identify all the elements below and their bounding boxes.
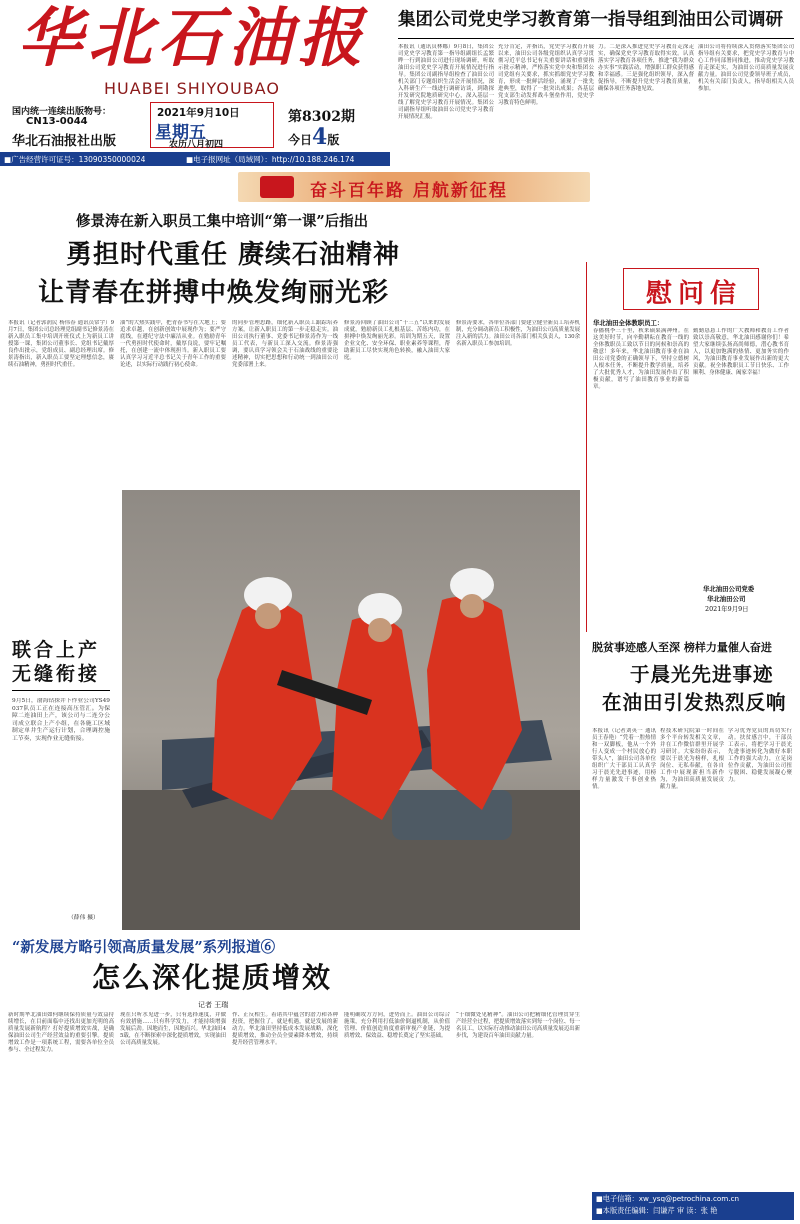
advanced-story-kicker: 脱贫事迹感人至深 榜样力量催人奋进	[592, 641, 772, 654]
main-story	[8, 210, 580, 490]
page-count-suffix: 版	[327, 133, 340, 147]
main-story-kicker: 修景涛在新入职员工集中培训“第一课”后指出	[76, 213, 369, 230]
page-count	[288, 124, 339, 150]
masthead-title: 华北石油报	[18, 1, 368, 76]
sidebar-story-body: 9月5日，渤海钻探井下作业公司YS49037队员工正在连接高压管汇。为保障二连油田上产，该公司与二连分公司成立联合上产小组，在各施工区域制定单井生产运行计划，合理调控施工节奏，实现作业无缝衔接。	[12, 698, 110, 742]
intranet-url: ■电子报网址（局域网）：http://10.188.246.174	[186, 155, 355, 164]
ad-license: ■广告经营许可证号：13090350000024	[4, 155, 146, 164]
consolation-title: 慰问信	[646, 279, 743, 309]
series-story-col3: 作、正反相生。着诸其中蕴含的潜力和各种投资，把握住了，就是机遇，就是发展的新动力。华北油田坚持低成本发展战略，深化提质增效，推动全员全要素降本增效，持续提升经营管理水平。	[232, 1012, 338, 1046]
banner	[238, 172, 590, 202]
masthead-pinyin: HUABEI SHIYOUBAO	[104, 79, 280, 98]
sidebar-story-headline[interactable]: 联合上产 无缝衔接	[12, 639, 101, 685]
issn-label: 国内统一连续出版物号：	[12, 107, 112, 117]
series-story-kicker: “新发展方略引领高质量发展”系列报道⑥	[12, 939, 276, 956]
main-story-col3: 的同步管理思路，细化新入职员工跟踪培养方案，让新入职员工的第一步走稳走实。油田公司执行董事、党委书记修景涛作为一线员工代表，与新员工深入交流。修景涛强调，要认真学习领会关于石油战线的重要论述精神，切实把思想和行动统一到油田公司党委部署上来。	[232, 320, 338, 368]
lead-story	[398, 8, 794, 168]
sidebar-story-credit: （薛伟 摄）	[68, 915, 99, 921]
consolation-col1: 春播桃李三千里，秋来硕果满神州。在这美好时节，向辛勤耕耘在教育一线的全体教职员工致以节日的问候和崇高的敬意！多年来，华北油田教育事业在油田公司党委的正确领导下，坚持立德树人根本任务，不断提升教学质量，培养了大批优秀人才，为油田发展作出了积极贡献，谱写了油田教育事业的新篇章。	[593, 328, 689, 390]
lead-story-col2: 充分肯定，并指出，党史学习教育开展以来，油田公司各级党组织认真学习贯彻习近平总书记有关重要讲话和重要指示批示精神，严格落实党中央和集团公司党组有关要求，抓实抓细党史学习教育，形成一批鲜活经验，涌现了一批先进典型，取得了一批突出成果；各基层党支部生动发挥战斗堡垒作用，党史学习教育特色鲜明。	[498, 44, 594, 106]
date-box	[150, 102, 274, 148]
main-story-col5: 修景涛要求，各单位各部门要建立健全新员工培养机制，充分调动新员工积极性，为油田公司高质量发展注入新的活力。油田公司各部门相关负责人，130余名新入职员工参加培训。	[456, 320, 580, 347]
advanced-story-headline-2[interactable]: 在油田引发热烈反响	[602, 691, 787, 714]
lead-story-col3: 力。二是深入推进党史学习教育走深走实，确保党史学习教育取得实效。认真落实学习教育各项任务，推进“我为群众办实事”实践活动，增强职工群众获得感和幸福感。三是强化组织领导，深入督促指导，不断提升党史学习教育质量，确保各项任务落地见效。	[598, 44, 694, 92]
lead-story-rule	[398, 38, 794, 39]
lead-story-headline[interactable]: 集团公司党史学习教育第一指导组到油田公司调研	[398, 10, 783, 30]
lunar-date: 农历八月初四	[169, 140, 224, 150]
weekday: 星期五	[155, 123, 206, 143]
oil-workers-photo	[122, 490, 580, 930]
series-story-col4: 能明确攻方方向，进势而上。油田公司综合施策，充分利用打低油价倒逼机制，从价值管理、价值创造角度重新审视产业链，为提质增效、保效益、稳增长奠定了坚实基础。	[344, 1012, 450, 1039]
page-count-number: 4	[312, 124, 328, 150]
main-story-headline-1[interactable]: 勇担时代重任 赓续石油精神	[66, 240, 401, 270]
publisher: 华北石油报社出版	[12, 134, 117, 149]
series-story	[8, 938, 580, 1214]
advanced-story-col1: 本报讯（记者刘英一 通讯员王春艳）“凭着一腔热情和一双脚板，他从一个外行人变成一个村民放心的带头人”，油田公司各单位组织广大干部员工认真学习于晨光先进事迹，用榜样力量激发干事创业热情。	[592, 728, 656, 790]
footer-editor: ■本版责任编辑：闫谦芹 审 读：张 艳	[596, 1206, 718, 1215]
consolation-salutation: 华北油田全体教职员工：	[593, 319, 664, 327]
series-story-col5: “于细微处见精神”。油田公司把精细化管理贯穿生产经营全过程，把提质增效落实到每一个岗位、每一名员工，以实际行动推动油田公司高质量发展迈出新步伐，为建设百年油田贡献力量。	[456, 1012, 580, 1039]
consolation-col2: 勤勤恳恳工作的广大教师和教育工作者致以崇高敬意，华北油田感谢你们！希望大家继续弘扬高尚师德，潜心教书育人，以更加饱满的热情、更加务实的作风，为油田教育事业发展作出新的更大贡献。祝全体教职员工节日快乐、工作顺利、身体健康、阖家幸福！	[693, 328, 789, 376]
main-story-col4: 修景涛回顾了油田公司“十三五”以来的发展成就，勉励新员工扎根基层、苦练内功，在拼搏中焕发绚丽光彩。培训为期五天，设置企业文化、安全环保、职业素养等课程，帮助新员工尽快实现角色转换，融入油田大家庭。	[344, 320, 450, 361]
consolation-date: 2021年9月9日	[705, 605, 749, 613]
main-story-col2: 油”的大热实践中，把青春书写在大地上；要追求卓越，在创新创效中展现作为；要严守底线，在遵纪守法中廉洁从业。在勉励青年一代勇担时代使命时，戴厚良说，要牢记嘱托，在创建一流中体现担当。新入职员工要认真学习习近平总书记关于青年工作的重要论述，以实际行动践行初心使命。	[120, 320, 226, 368]
advanced-story-col3: 学习优秀党员的真切实行动。扶贫感言中，干部员工表示，将把学习于晨光先进事迹转化为做好本职工作的强大动力，立足岗位作贡献，为油田公司扭亏脱困、稳健发展凝心聚力。	[728, 728, 792, 783]
party-emblem-icon	[260, 176, 294, 198]
advanced-story-col2: 程技术研究院第一时间在多个平台转发相关文章，并在工作微信群里开展学习研讨。大家纷纷表示，要以于晨光为榜样，扎根岗位、无私奉献，在各自工作中展现新担当新作为，为油田高质量发展贡献力量。	[660, 728, 724, 790]
banner-text: 奋斗百年路 启航新征程	[310, 181, 508, 201]
series-story-col2: 现在只听水见进一步，只有选择速度，并做有效措施……只有科学发力，才能持续增强发展后劲。因地而生，因地而兴。华北油田45载，在不断探索中深化提质增效，实现油田公司高质量发展。	[120, 1012, 226, 1046]
page-count-prefix: 今日	[288, 133, 313, 147]
series-story-byline: 记者 王瑞	[198, 1001, 229, 1009]
hero-photo[interactable]	[122, 490, 580, 930]
consolation-signer-2: 华北油田公司	[707, 595, 746, 603]
main-story-headline-2[interactable]: 让青春在拼搏中焕发绚丽光彩	[38, 278, 390, 308]
issue-date: 2021年9月10日	[157, 107, 240, 119]
series-story-col1: 新时期华北油田如何继续保持质量与效益持续增长，在目前面临中还找出更加光明的高质量发展新航程？打好提质增效实战，是确保油田公司生产经营效益的重要引擎。提质增效工作是一项系统工程，需要各单位全员参与、全过程发力。	[8, 1012, 114, 1053]
masthead-info-bar	[0, 152, 390, 166]
page-footer	[592, 1192, 794, 1220]
consolation-letter	[586, 262, 794, 632]
advanced-story-headline-1[interactable]: 于晨光先进事迹	[630, 663, 774, 686]
advanced-story	[586, 640, 794, 1200]
issn-number: CN13-0044	[26, 116, 88, 127]
series-story-headline[interactable]: 怎么深化提质增效	[92, 961, 333, 994]
issue-number: 第8302期	[288, 109, 355, 125]
consolation-signer-1: 华北油田公司党委	[703, 585, 755, 593]
lead-story-col4: 油田公司将持续深入贯彻落实集团公司指导组有关要求，把党史学习教育与中心工作同部署同推进，推动党史学习教育走深走实，为油田公司高质量发展贡献力量。油田公司党委领导班子成员，机关有关部门负责人，指导组相关人员参加。	[698, 44, 794, 92]
consolation-title-box	[623, 268, 759, 310]
lead-story-col1: 本报讯（通讯员林娜）9月8日，集团公司党史学习教育第一指导组副组长孟繁晔一行到油田公司进行现场调研，听取油田公司党史学习教育开展情况进行指导。集团公司副指导组检查了油田公司机关部门专题组织生活会开展情况，深入科研生产一线进行调研访谈，到勘探开发研究院地质研究中心，深入基层一线了解党史学习教育开展情况。集团公司副指导组听取油田公司党史学习教育开展情况汇报。	[398, 44, 494, 120]
sidebar-story	[8, 636, 114, 926]
sidebar-story-rule	[12, 690, 110, 691]
footer-email[interactable]: ■电子信箱：xw_ysq@petrochina.com.cn	[596, 1194, 740, 1203]
main-story-col1: 本报讯（记者郭润民 杨伟春 通讯员常宇）9月7日，集团公司总经理党组副书记修景涛在新入职员工集中培训开班仪式上为新员工讲授第一课，集团公司董事长、党组书记戴厚良作出批示，党组成员、副总经理出席。修景涛指出，新入职员工要坚定理想信念，赓续石油精神，勇担时代重任。	[8, 320, 114, 368]
